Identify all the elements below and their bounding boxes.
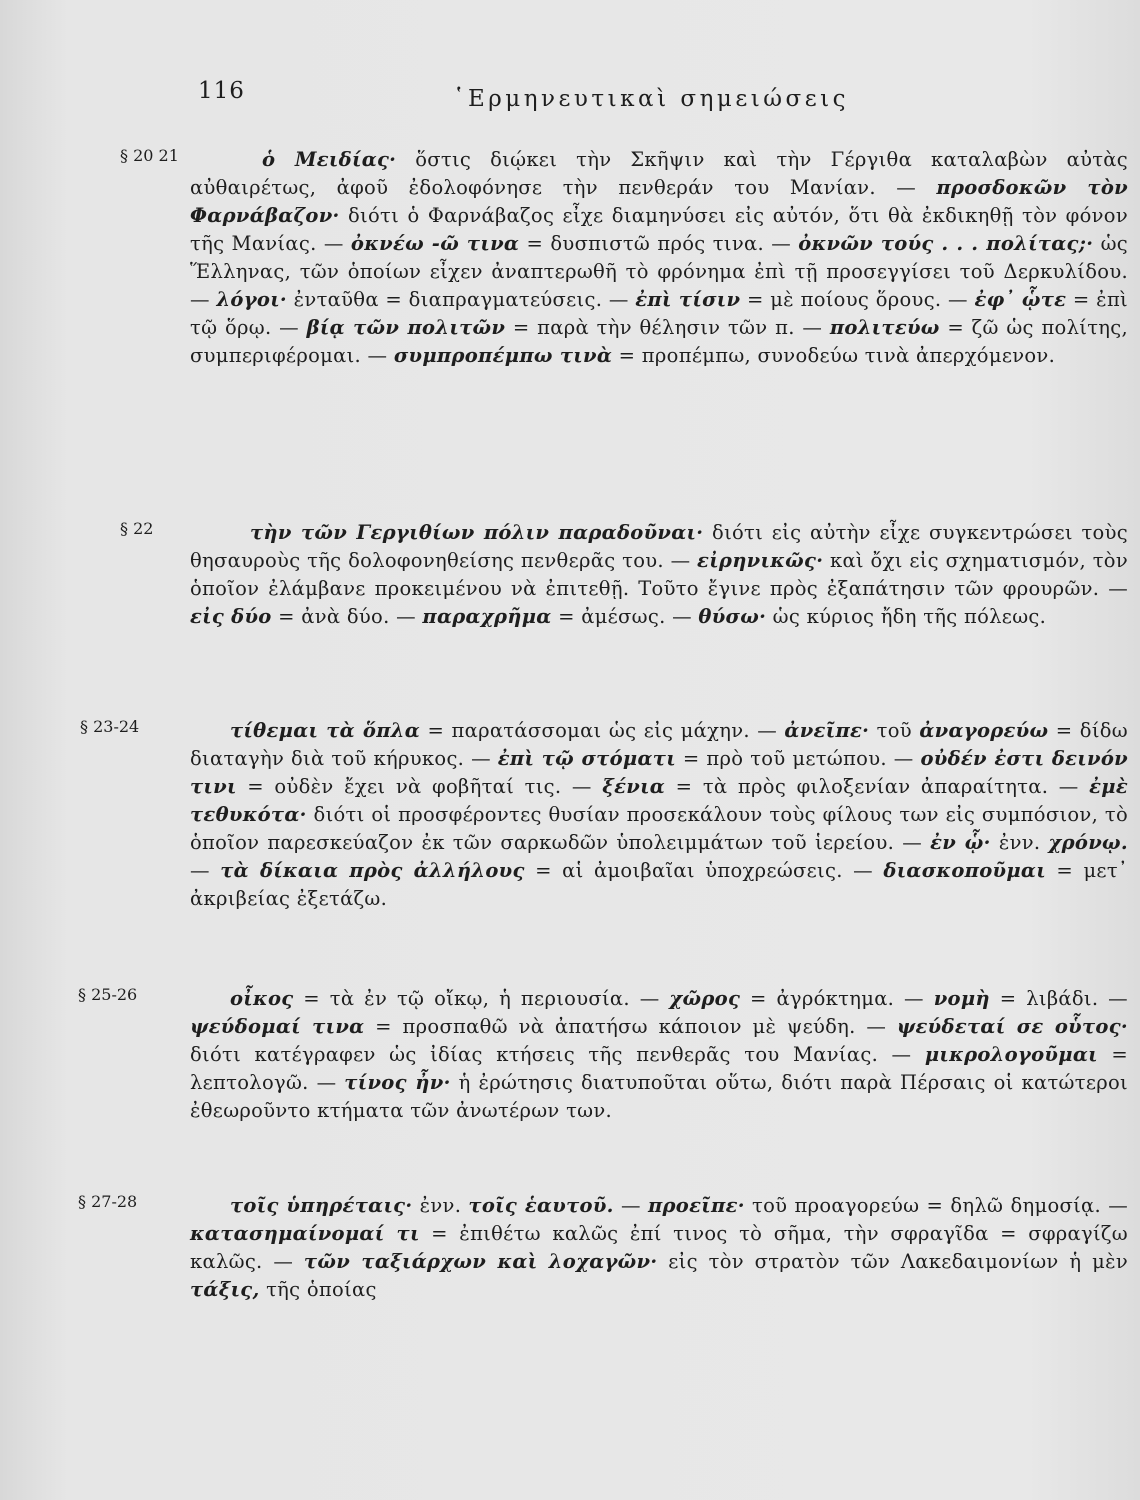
lemma: λόγοι· (216, 288, 288, 311)
lemma: ὀκνῶν τούς . . . πολίτας;· (798, 232, 1094, 255)
section-number: § 20 21 (120, 146, 179, 165)
section-text (190, 519, 1128, 631)
gloss: διότι οἱ προσφέροντες θυσίαν προσεκάλουν τοὺς φίλους των εἰς συμπόσιον, τὸ ὁποῖον παρεσκεύαζον ἐκ τῶν σαρκωδῶν ὑπολειμμάτων τοῦ ἱερείου. — (190, 803, 1128, 854)
gloss: διότι κατέγραφεν ὡς ἰδίας κτήσεις τῆς πενθερᾶς του Μανίας. — (190, 1043, 925, 1066)
lemma: χρόνῳ. (1048, 831, 1128, 854)
running-title: ῾Ερμηνευτικαὶ σημειώσεις (453, 86, 850, 112)
gloss: = οὐδὲν ἔχει νὰ φοβῆταί τις. — (236, 775, 603, 798)
lemma: ψεύδεταί σε οὗτος· (896, 1015, 1128, 1038)
lemma: διασκοποῦμαι (883, 859, 1046, 882)
lemma: τὰ δίκαια πρὸς ἀλλήλους (220, 859, 525, 882)
gloss: ὅστις διῴκει τὴν Σκῆψιν καὶ τὴν Γέργιθα καταλαβὼν αὐτὰς αὐθαιρέτως, ἀφοῦ ἐδολοφόνησε τὴν πενθεράν του Μανίαν. — (190, 148, 1128, 199)
lemma: ἀναγορεύω (919, 719, 1049, 742)
lemma: κατασημαίνομαί τι (190, 1222, 420, 1245)
gloss: = λεπτολογῶ. — (190, 1043, 1129, 1094)
lemma: βίᾳ τῶν πολιτῶν (306, 316, 506, 339)
lemma: ἀνεῖπε· (784, 719, 870, 742)
lemma: προσδοκῶν τὸν Φαρνάβαζον· (190, 176, 1128, 227)
lemma: ἐπὶ τίσιν (635, 288, 741, 311)
gloss: = δυσπιστῶ πρός τινα. — (519, 232, 799, 255)
gloss: = παρὰ τὴν θέλησιν τῶν π. — (505, 316, 830, 339)
gloss: = τὰ πρὸς φιλοξενίαν ἀπαραίτητα. — (665, 775, 1090, 798)
lemma: χῶρος (669, 987, 741, 1010)
gloss: τῆς ὁποίας (259, 1278, 377, 1301)
lemma: πολιτεύω (829, 316, 940, 339)
lemma: νομὴ (933, 987, 990, 1010)
lemma: τοῖς ἑαυτοῦ. (468, 1194, 614, 1217)
lemma: θύσω· (698, 605, 767, 628)
gloss: ἡ ἐρώτησις διατυποῦται οὕτω, διότι παρὰ Πέρσαις οἱ κατώτεροι ἐθεωροῦντο κτήματα τῶν ἀνωτέρων των. (190, 1071, 1128, 1122)
section-number: § 27-28 (78, 1192, 138, 1211)
lemma: συμπροπέμπω τινὰ (393, 344, 613, 367)
section-number: § 25-26 (78, 985, 138, 1004)
lemma: οἶκος (230, 987, 294, 1010)
section-text (190, 1192, 1128, 1304)
lemma: ἐμὲ τεθυκότα· (190, 775, 1128, 826)
gloss: = πρὸ τοῦ μετώπου. — (675, 747, 921, 770)
gloss: = ἐπὶ τῷ ὅρῳ. — (190, 288, 1129, 339)
gloss: = προσπαθῶ νὰ ἀπατήσω κάποιον μὲ ψεύδη. — (364, 1015, 897, 1038)
gloss: = μὲ ποίους ὅρους. — (740, 288, 975, 311)
gloss: — (613, 1194, 648, 1217)
lemma: παραχρῆμα (422, 605, 552, 628)
gloss: = προπέμπω, συνοδεύω τινὰ ἀπερχόμενον. (612, 344, 1056, 367)
section-text (190, 985, 1128, 1125)
gloss: τοῦ προαγορεύω = δηλῶ δημοσίᾳ. — (744, 1194, 1128, 1217)
gloss: = ἐπιθέτω καλῶς ἐπί τινος τὸ σῆμα, τὴν σφραγῖδα = σφραγίζω καλῶς. — (190, 1222, 1128, 1273)
gloss: ὡς Ἕλληνας, τῶν ὁποίων εἶχεν ἀναπτερωθῆ τὸ φρόνημα ἐπὶ τῇ προσεγγίσει τοῦ Δερκυλίδου. — (190, 232, 1129, 311)
section-number: § 23-24 (80, 717, 140, 736)
gloss: = παρατάσσομαι ὡς εἰς μάχην. — (420, 719, 785, 742)
gloss: = μετ᾿ ἀκριβείας ἐξετάζω. (190, 859, 1128, 910)
gloss: = τὰ ἐν τῷ οἴκῳ, ἡ περιουσία. — (293, 987, 670, 1010)
gloss: καὶ ὄχι εἰς σχηματισμόν, τὸν ὁποῖον ἐλάμβανε προκειμένου νὰ ἐπιτεθῇ. Τοῦτο ἔγινε πρὸς ἐξαπάτησιν τῶν φρουρῶν. — (190, 549, 1128, 600)
lemma: οὐδέν ἐστι δεινόν τινι (190, 747, 1128, 798)
gloss: = λιβάδι. — (989, 987, 1128, 1010)
gloss: διότι ὁ Φαρνάβαζος εἶχε διαμηνύσει εἰς αὐτόν, ὅτι θὰ ἐκδικηθῇ τὸν φόνον τῆς Μανίας. — (190, 204, 1128, 255)
lemma: ἐφ᾿ ᾧτε (974, 288, 1067, 311)
gloss: = δίδω διαταγὴν διὰ τοῦ κήρυκος. — (190, 719, 1129, 770)
gloss: ἐνν. (990, 831, 1049, 854)
gloss: = ἀγρόκτημα. — (740, 987, 934, 1010)
lemma: τὴν τῶν Γεργιθίων πόλιν παραδοῦναι· (250, 521, 704, 544)
lemma: εἰς δύο (190, 605, 272, 628)
lemma: ξένια (602, 775, 666, 798)
gloss: ἐνν. (412, 1194, 469, 1217)
gloss: ἐνταῦθα = διαπραγματεύσεις. — (287, 288, 636, 311)
section-text (190, 146, 1128, 370)
lemma: τῶν ταξιάρχων καὶ λοχαγῶν· (303, 1250, 658, 1273)
page-number: 116 (198, 78, 245, 104)
lemma: ἐπὶ τῷ στόματι (497, 747, 676, 770)
section-number: § 22 (120, 519, 154, 538)
lemma: μικρολογοῦμαι (924, 1043, 1098, 1066)
lemma: ὀκνέω -ῶ τινα (350, 232, 520, 255)
gloss: τοῦ (869, 719, 920, 742)
lemma: ψεύδομαί τινα (190, 1015, 365, 1038)
gloss: = ἀμέσως. — (551, 605, 699, 628)
lemma: τάξις, (190, 1278, 260, 1301)
gloss: = αἱ ἀμοιβαῖαι ὑποχρεώσεις. — (524, 859, 884, 882)
lemma: τίθεμαι τὰ ὅπλα (230, 719, 421, 742)
gloss: — (190, 859, 221, 882)
lemma: ὁ Μειδίας· (262, 148, 397, 171)
lemma: τίνος ἦν· (344, 1071, 451, 1094)
gloss: εἰς τὸν στρατὸν τῶν Λακεδαιμονίων ἡ μὲν (657, 1250, 1128, 1273)
gloss: = ἀνὰ δύο. — (271, 605, 423, 628)
section-text (190, 717, 1128, 913)
lemma: ἐν ᾧ· (930, 831, 991, 854)
gloss: διότι εἰς αὐτὴν εἶχε συγκεντρώσει τοὺς θησαυροὺς τῆς δολοφονηθείσης πενθερᾶς του. — (190, 521, 1128, 572)
lemma: εἰρηνικῶς· (697, 549, 824, 572)
gloss: = ζῶ ὡς πολίτης, συμπεριφέρομαι. — (190, 316, 1128, 367)
lemma: προεῖπε· (647, 1194, 745, 1217)
lemma: τοῖς ὑπηρέταις· (230, 1194, 413, 1217)
gloss: ὡς κύριος ἤδη τῆς πόλεως. (766, 605, 1047, 628)
